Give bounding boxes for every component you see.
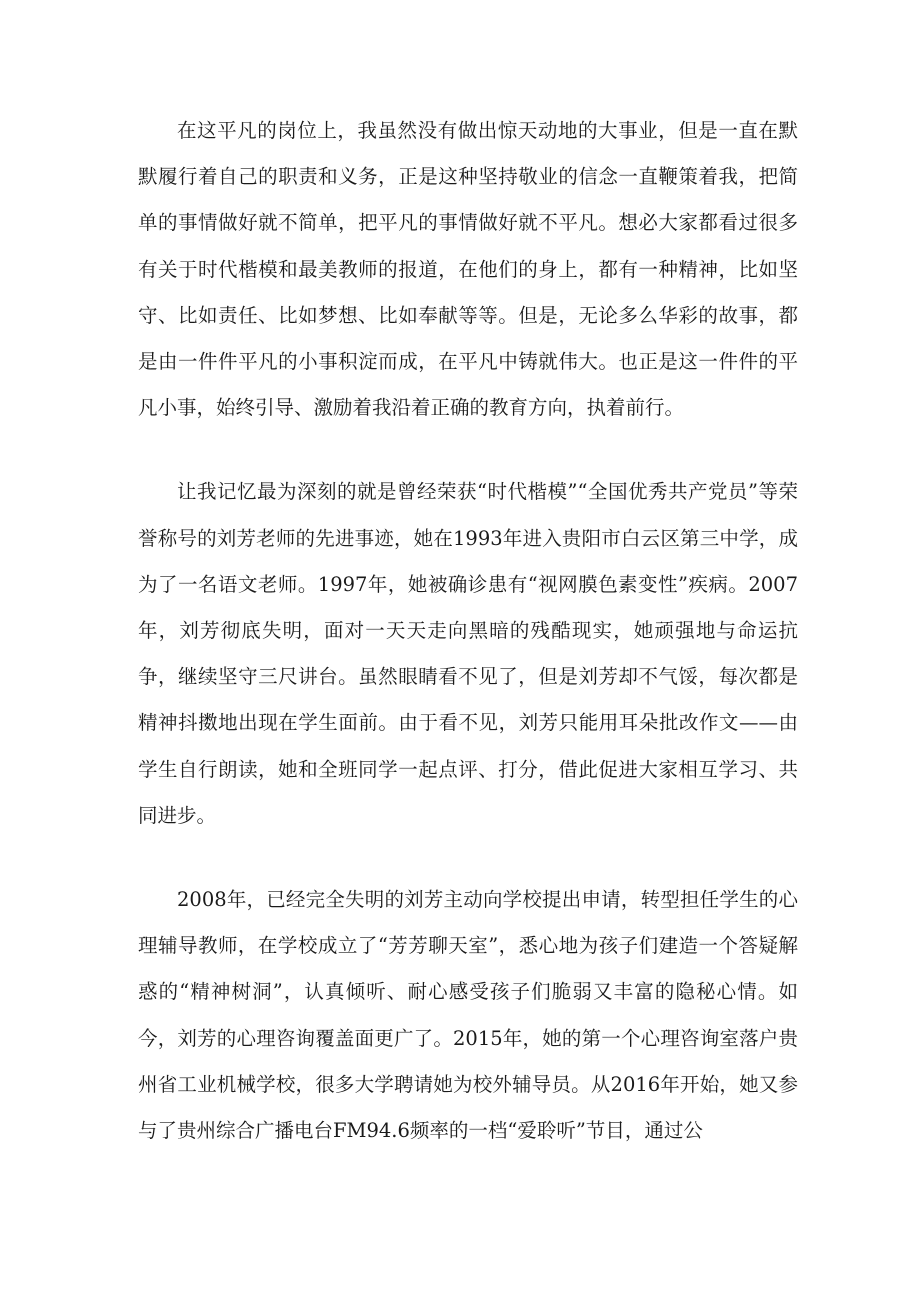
- paragraph-3: 2008年，已经完全失明的刘芳主动向学校提出申请，转型担任学生的心理辅导教师，在学校成立了“芳芳聊天室”，悉心地为孩子们建造一个答疑解惑的“精神树洞”，认真倾听、耐心感受孩子们脆弱又丰富的隐秘心情。如今，刘芳的心理咨询覆盖面更广了。2015年，她的第一个心理咨询室落户贵州省工业机械学校，很多大学聘请她为校外辅导员。从2016年开始，她又参与了贵州综合广播电台FM94.6频率的一档“爱聆听”节目，通过公: [138, 888, 798, 1143]
- document-body: [138, 108, 798, 1154]
- paragraph-1: 在这平凡的岗位上，我虽然没有做出惊天动地的大事业，但是一直在默默履行着自己的职责和义务，正是这种坚持敬业的信念一直鞭策着我，把简单的事情做好就不简单，把平凡的事情做好就不平凡。想必大家都看过很多有关于时代楷模和最美教师的报道，在他们的身上，都有一种精神，比如坚守、比如责任、比如梦想、比如奉献等等。但是，无论多么华彩的故事，都是由一件件平凡的小事积淀而成，在平凡中铸就伟大。也正是这一件件的平凡小事，始终引导、激励着我沿着正确的教育方向，执着前行。: [138, 119, 798, 420]
- paragraph-2: 让我记忆最为深刻的就是曾经荣获“时代楷模”“全国优秀共产党员”等荣誉称号的刘芳老师的先进事迹，她在1993年进入贵阳市白云区第三中学，成为了一名语文老师。1997年，她被确诊患有“视网膜色素变性”疾病。2007年，刘芳彻底失明，面对一天天走向黑暗的残酷现实，她顽强地与命运抗争，继续坚守三尺讲台。虽然眼睛看不见了，但是刘芳却不气馁，每次都是精神抖擞地出现在学生面前。由于看不见，刘芳只能用耳朵批改作文——由学生自行朗读，她和全班同学一起点评、打分，借此促进大家相互学习、共同进步。: [138, 480, 798, 827]
